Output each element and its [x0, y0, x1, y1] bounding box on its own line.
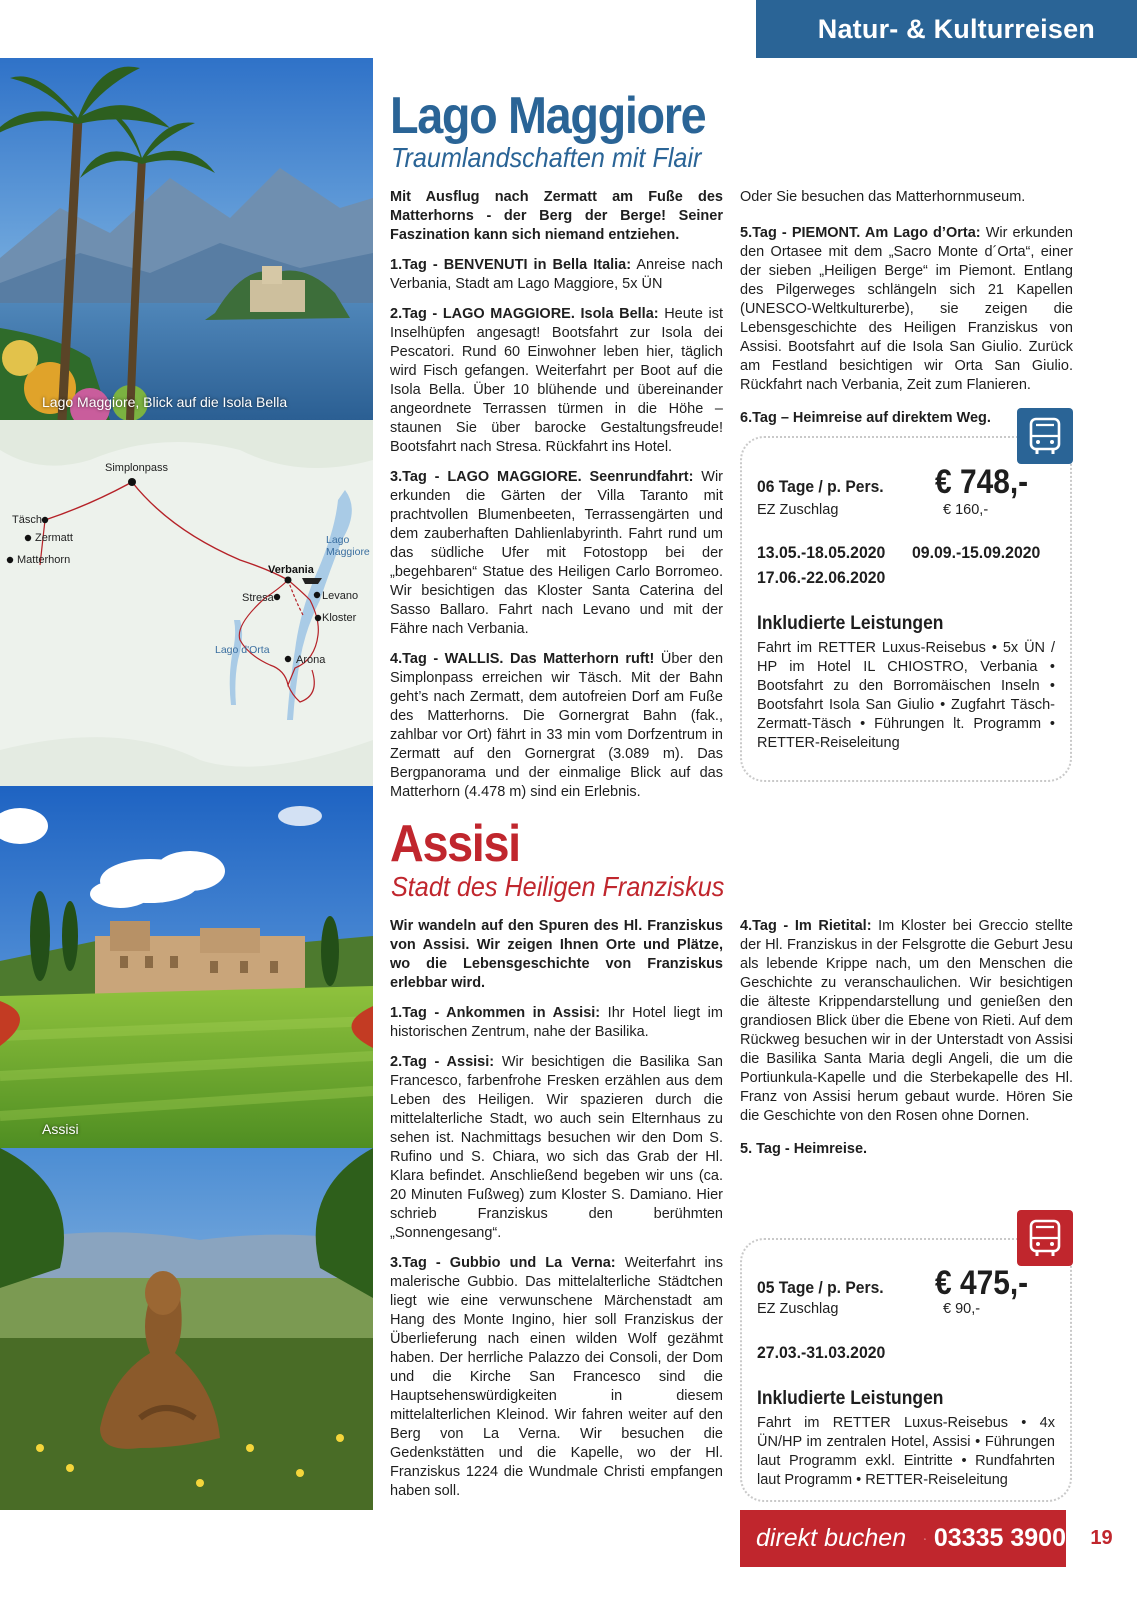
assisi-day-3: 3.Tag - Gubbio und La Verna: Weiterfahrt ins malerische Gubbio. Das mittelalterliche Städtchen liegt wie eine verwunschene Märchenstadt am Hang des Monte Ingino, hier soll Franziskus der Überlieferung nach einen wilden Wolf gezähmt haben. Der herrliche Palazzo dei Consoli, der Dom und die Kirche San Francesco sind die Hauptsehenswürdigkeiten in diesem mittelalterlichen Kleinod. Wir fahren weiter auf den Berg von La Verna. Wir besuchen die Gedenkstätten und die Kapelle, wo der Hl. Franziskus 1224 die Wundmale Christi empfangen haben soll. — [390, 1255, 723, 1499]
lago-bus-badge — [1017, 408, 1073, 464]
map-label-verbania: Verbania — [268, 564, 314, 576]
assisi-date-1: 27.03.-31.03.2020 — [757, 1343, 886, 1362]
lago-day-3: 3.Tag - LAGO MAGGIORE. Seenrundfahrt: Wir erkunden die Gärten der Villa Taranto mit prachtvollen Blumenbeeten, Terrassengärten und dem zauberhaften Dahlienlabyrinth. Fahrt rund um das südliche Ufer mit Fotostopp bei der „begehbaren“ Statue des Heiligen Carlo Borromeo. Wir besichtigen das Kloster Santa Caterina del Sasso Ballaro. Fahrt nach Levano und mit der Fähre nach Verbania. — [390, 469, 723, 637]
page-number: 19 — [1090, 1527, 1113, 1549]
assisi-intro: Wir wandeln auf den Spuren des Hl. Franziskus von Assisi. Wir zeigen Ihnen Orte und Plätze, wo die Lebensgeschichte von Franziskus erlebbar wird. — [390, 918, 723, 991]
lago-date-2: 09.09.-15.09.2020 — [912, 543, 1041, 562]
bus-icon — [1026, 1218, 1064, 1258]
category-tab — [756, 0, 1137, 58]
lago-column-2 — [740, 188, 1073, 439]
lago-date-1: 13.05.-18.05.2020 — [757, 543, 886, 562]
assisi-duration-label: 05 Tage / p. Pers. — [757, 1278, 884, 1297]
map-label-zermatt: Zermatt — [35, 532, 73, 544]
phone-icon — [924, 1527, 926, 1551]
map-label-lago-dorta: Lago d'Orta — [215, 644, 270, 656]
map-label-arona: Arona — [296, 654, 326, 666]
phone-number[interactable]: 03335 3900 — [933, 1524, 1066, 1552]
category-label: Natur- & Kulturreisen — [817, 13, 1095, 44]
map-label-kloster: Kloster — [322, 612, 357, 624]
lago-day-1: 1.Tag - BENVENUTI in Bella Italia: Anreise nach Verbania, Stadt am Lago Maggiore, 5x ÜN — [390, 257, 723, 292]
lago-intro: Mit Ausflug nach Zermatt am Fuße des Matterhorns - der Berg der Berge! Seiner Faszination kann sich niemand entziehen. — [390, 189, 723, 243]
lago-ez-price: € 160,- — [943, 502, 989, 518]
assisi-column-2 — [740, 917, 1073, 1170]
route-map — [0, 420, 373, 786]
lago-day-6: 6.Tag – Heimreise auf direktem Weg. — [740, 410, 991, 426]
lago-incl-text: Fahrt im RETTER Luxus-Reisebus • 5x ÜN / HP im Hotel IL CHIOSTRO, Verbania • Bootsfahrt zu den Borromäischen Inseln • Bootsfahrt Isola San Giulio • Zugfahrt Täsch-Zermatt-Täsch • Führungen lt. Programm • RETTER-Reiseleitung — [757, 640, 1055, 751]
lago-maggiore-photo — [0, 58, 373, 420]
map-label-lago-line1: Lago — [326, 534, 350, 546]
franziskus-statue-photo — [0, 1148, 373, 1510]
lago-duration-label: 06 Tage / p. Pers. — [757, 477, 884, 496]
assisi-day-2: 2.Tag - Assisi: Wir besichtigen die Basilika San Francesco, farbenfrohe Fresken erzählen aus dem Leben des Heiligen. Wir spazieren durch die mittelalterliche Stadt, wo auch sein Elternhaus zu sehen ist. Nachmittags besuchen wir den Dom S. Rufino und S. Chiara, wo sich das Grab der Hl. Klara befindet. Anschließend begeben wir uns (ca. 20 Minuten Fußweg) zum Kloster S. Damiano. Hier schrieb Franziskus den berühmten „Sonnengesang“. — [390, 1054, 723, 1241]
booking-label: direkt buchen — [756, 1524, 907, 1552]
assisi-bus-badge — [1017, 1210, 1073, 1266]
assisi-photo — [0, 786, 373, 1148]
lago-subtitle: Traumlandschaften mit Flair — [391, 142, 702, 173]
assisi-ez-price: € 90,- — [943, 1301, 981, 1317]
map-label-stresa: Stresa — [242, 592, 274, 604]
lago-day-5: 5.Tag - PIEMONT. Am Lago d’Orta: Wir erkunden den Ortasee mit dem „Sacro Monte d´Orta“, einer der sieben „Heiligen Berge“ im Piemont. Entlang des Pilgerweges schlängeln sich 21 Kapellen (UNESCO-Weltkulturerbe), sie zeigen die Lebensgeschichte des Heiligen Franziskus von Assisi. Bootsfahrt auf die Isola San Giulio. Zurück am Festland besichtigen wir Orta San Giulio. Rückfahrt nach Verbania, Zeit zum Flanieren. — [740, 225, 1073, 393]
lago-title: Lago Maggiore — [390, 87, 706, 145]
booking-bar[interactable] — [740, 1510, 1066, 1567]
assisi-day-4: 4.Tag - Im Rietital: Im Kloster bei Greccio stellte der Hl. Franziskus in der Felsgrotte die Geburt Jesu als lebende Krippe nach, um den Menschen die Geschichte zu veranschaulichen. Wir besichtigen die älteste Krippendarstellung und genießen den grandiosen Blick über die Ebene von Rieti. Auf dem Rückweg besuchen wir in der Unterstadt von Assisi die Basilika Santa Maria degli Angeli, die um die Portiunkula-Kapelle und die Sterbekapelle des Hl. Franz von Assisi herum gebaut wurde. Hören Sie die Geschichte von den Rosen ohne Dornen. — [740, 918, 1073, 1124]
lago-day-4-cont: Oder Sie besuchen das Matterhornmuseum. — [740, 189, 1026, 205]
assisi-subtitle: Stadt des Heiligen Franziskus — [391, 871, 725, 902]
assisi-ez-label: EZ Zuschlag — [757, 1301, 839, 1317]
lago-price: € 748,- — [935, 463, 1029, 501]
lago-photo-caption: Lago Maggiore, Blick auf die Isola Bella — [42, 394, 288, 410]
lago-day-2: 2.Tag - LAGO MAGGIORE. Isola Bella: Heute ist Inselhüpfen angesagt! Bootsfahrt zur Isola dei Pescatori. Rund 60 Einwohner leben hier, täglich wird Fisch gefangen. Weiterfahrt per Boot auf die Isola Bella. Über 10 blühende und übereinander angeordnete Terrassen türmen in die Höhe – staunen Sie über barocke Gestaltungsfreude! Bootsfahrt nach Stresa. Rückfahrt ins Hotel. — [390, 306, 723, 455]
assisi-photo-caption: Assisi — [42, 1121, 79, 1137]
lago-incl-heading: Inkludierte Leistungen — [757, 613, 944, 634]
assisi-incl-text: Fahrt im RETTER Luxus-Reisebus • 4x ÜN/HP im zentralen Hotel, Assisi • Führungen laut Programm exkl. Eintritte • Rundfahrten laut Programm • RETTER-Reiseleitung — [757, 1415, 1055, 1488]
lago-ez-label: EZ Zuschlag — [757, 502, 839, 518]
assisi-day-1: 1.Tag - Ankommen in Assisi: Ihr Hotel liegt im historischen Zentrum, nahe der Basilika. — [390, 1005, 723, 1040]
lago-date-3: 17.06.-22.06.2020 — [757, 568, 886, 587]
map-label-lago-maggiore — [326, 534, 370, 558]
assisi-incl-heading: Inkludierte Leistungen — [757, 1388, 944, 1409]
assisi-column-1 — [390, 917, 723, 1512]
map-label-lago-line2: Maggiore — [326, 546, 370, 558]
lago-day-4: 4.Tag - WALLIS. Das Matterhorn ruft! Über den Simplonpass erreichen wir Täsch. Mit der Bahn geht’s nach Zermatt, dem autofreien Dorf am Fuße des Matterhorns. Die Gornergrat Bahn (fak., zahlbar vor Ort) fährt in 33 min vom Dorfzentrum in Zermatt auf den Gornergrat (3.089 m). Das Bergpanorama und der einmalige Blick auf das Matterhorn (4.478 m) sind ein Erlebnis. — [390, 651, 724, 800]
map-label-taesch: Täsch — [12, 514, 42, 526]
assisi-day-5: 5. Tag - Heimreise. — [740, 1141, 868, 1157]
lago-column-1 — [390, 188, 723, 813]
assisi-price: € 475,- — [935, 1264, 1029, 1302]
map-label-matterhorn: Matterhorn — [17, 554, 71, 566]
map-label-levano: Levano — [322, 590, 359, 602]
map-label-simplonpass: Simplonpass — [105, 462, 168, 474]
assisi-title: Assisi — [390, 815, 520, 873]
bus-icon — [1026, 416, 1064, 456]
